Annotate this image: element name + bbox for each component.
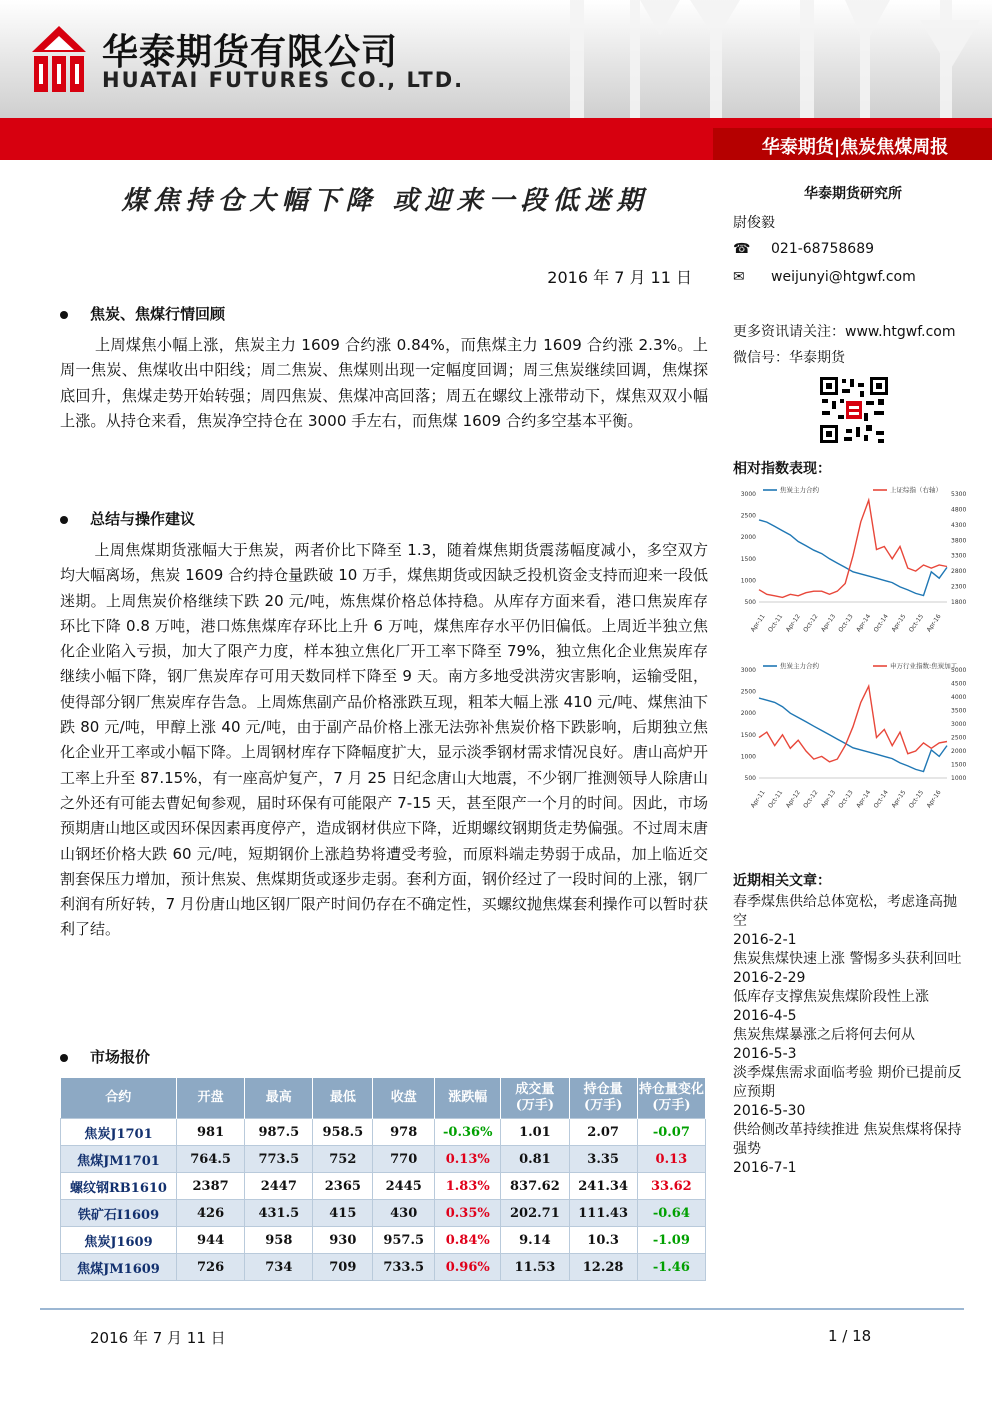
table-header-cell: 最高	[245, 1078, 313, 1119]
article-link[interactable]: 淡季煤焦需求面临考验 期价已提前反应预期	[733, 1065, 962, 1100]
table-cell: 1.83%	[435, 1173, 501, 1200]
x-tick-label: Oct-12	[802, 613, 820, 634]
x-tick-label: Apr-12	[784, 789, 802, 810]
table-cell: 0.84%	[435, 1227, 501, 1254]
article-date: 2016-4-5	[733, 1008, 797, 1024]
y-tick-label-left: 3000	[740, 491, 756, 498]
table-cell: 3.35	[569, 1146, 637, 1173]
contract-cell: 焦炭J1701	[61, 1119, 177, 1146]
header-decoration	[560, 0, 992, 118]
table-cell: -0.64	[637, 1200, 705, 1227]
table-row	[61, 1119, 706, 1146]
y-tick-label-left: 2500	[740, 688, 756, 696]
report-name: 华泰期货|焦炭焦煤周报	[761, 137, 949, 158]
contract-cell: 铁矿石I1609	[61, 1200, 177, 1227]
table-cell: 978	[373, 1119, 435, 1146]
table-cell: 2447	[245, 1173, 313, 1200]
table-cell: 764.5	[176, 1146, 244, 1173]
article-link[interactable]: 焦炭焦煤快速上涨 警惕多头获利回吐	[733, 951, 962, 967]
x-tick-label: Apr-15	[890, 613, 908, 634]
section-heading-text: 总结与操作建议	[90, 510, 196, 528]
articles-heading: 近期相关文章：	[733, 873, 831, 889]
institute-name: 华泰期货研究所	[804, 186, 902, 202]
y-tick-label-right: 2300	[951, 583, 967, 591]
contract-cell: 焦煤JM1701	[61, 1146, 177, 1173]
table-cell: 957.5	[373, 1227, 435, 1254]
table-cell: 426	[176, 1200, 244, 1227]
legend-label: 焦炭主力合约	[780, 486, 819, 494]
x-tick-label: Oct-14	[872, 789, 890, 810]
table-cell: 773.5	[245, 1146, 313, 1173]
bullet-icon	[60, 311, 68, 319]
y-tick-label-right: 2800	[951, 568, 967, 576]
table-cell: 981	[176, 1119, 244, 1146]
table-cell: -1.09	[637, 1227, 705, 1254]
y-tick-label-left: 2000	[740, 710, 756, 718]
table-cell: 752	[313, 1146, 373, 1173]
table-cell: 770	[373, 1146, 435, 1173]
table-header-cell: 收盘	[373, 1078, 435, 1119]
table-cell: 11.53	[501, 1254, 569, 1281]
x-tick-label: Oct-13	[837, 789, 855, 810]
series-line-1	[759, 500, 947, 597]
chart-2	[733, 660, 973, 820]
y-tick-label-right: 1000	[951, 775, 967, 782]
page-number: 1 / 18	[828, 1327, 872, 1345]
market-quote-table	[60, 1078, 706, 1281]
y-tick-label-left: 500	[744, 599, 756, 606]
x-tick-label: Oct-14	[872, 613, 890, 634]
x-tick-label: Apr-15	[890, 789, 908, 810]
x-tick-label: Apr-14	[855, 789, 873, 810]
company-logo	[30, 24, 88, 94]
table-header-cell: 持仓量 (万手)	[569, 1078, 637, 1119]
table-cell: 2387	[176, 1173, 244, 1200]
legend-label: 申万行业指数:焦炭加工	[890, 662, 958, 670]
table-cell: 0.96%	[435, 1254, 501, 1281]
wechat-id: 微信号：华泰期货	[733, 350, 845, 366]
y-tick-label-right: 2000	[951, 748, 967, 755]
footer-divider	[40, 1308, 964, 1310]
article-link[interactable]: 供给侧改革持续推进 焦炭焦煤将保持强势	[733, 1122, 962, 1157]
email-address[interactable]: weijunyi@htgwf.com	[771, 269, 916, 285]
table-cell: 2445	[373, 1173, 435, 1200]
table-cell: 430	[373, 1200, 435, 1227]
table-cell: 1.01	[501, 1119, 569, 1146]
table-header-cell: 成交量 (万手)	[501, 1078, 569, 1119]
y-tick-label-right: 5300	[951, 491, 967, 498]
contract-cell: 焦煤JM1609	[61, 1254, 177, 1281]
y-tick-label-right: 3800	[951, 537, 967, 545]
table-header-cell: 最低	[313, 1078, 373, 1119]
x-tick-label: Apr-12	[784, 613, 802, 634]
table-cell: -0.07	[637, 1119, 705, 1146]
company-name-cn: 华泰期货有限公司	[102, 32, 399, 73]
table-cell: 930	[313, 1227, 373, 1254]
y-tick-label-left: 1500	[740, 731, 756, 739]
table-cell: 2365	[313, 1173, 373, 1200]
contract-cell: 螺纹钢RB1610	[61, 1173, 177, 1200]
review-text: 上周煤焦小幅上涨，焦炭主力 1609 合约涨 0.84%，而焦煤主力 1609 合约涨 2.3%。上周一焦炭、焦煤收出中阳线；周二焦炭、焦煤则出现一定幅度回调；周三焦炭继续回调，焦煤探底回升，焦煤走势开始转强；周四焦炭、焦煤冲高回落；周五在螺纹上涨带动下，煤焦双双小幅上涨。从持仓来看，焦炭净空持仓在 3000 手左右，而焦煤 1609 合约多空基本平衡。	[60, 336, 708, 430]
x-tick-label: Apr-11	[749, 613, 767, 634]
y-tick-label-left: 3000	[740, 667, 756, 674]
x-tick-label: Apr-13	[819, 613, 838, 634]
related-articles-list	[733, 893, 963, 1178]
y-tick-label-left: 1500	[740, 555, 756, 563]
table-body	[61, 1119, 706, 1281]
article-date: 2016-5-3	[733, 1046, 797, 1062]
y-tick-label-right: 1500	[951, 761, 967, 769]
table-row	[61, 1200, 706, 1227]
section-heading-summary	[60, 508, 195, 529]
table-cell: 202.71	[501, 1200, 569, 1227]
x-tick-label: Apr-11	[749, 789, 767, 810]
y-tick-label-right: 5000	[951, 667, 967, 674]
chart-1	[733, 484, 973, 644]
table-cell: 958	[245, 1227, 313, 1254]
y-tick-label-left: 2000	[740, 534, 756, 542]
article-link[interactable]: 焦炭焦煤暴涨之后将何去何从	[733, 1027, 915, 1043]
x-tick-label: Oct-11	[766, 613, 785, 634]
x-tick-label: Oct-15	[907, 613, 926, 634]
y-tick-label-right: 4000	[951, 694, 967, 701]
section-heading-text: 市场报价	[90, 1048, 151, 1066]
table-cell: 0.81	[501, 1146, 569, 1173]
contract-cell: 焦炭J1609	[61, 1227, 177, 1254]
table-row	[61, 1254, 706, 1281]
phone-icon: ☎	[733, 241, 751, 257]
phone-number: 021-68758689	[771, 241, 875, 257]
x-tick-label: Apr-14	[855, 613, 873, 634]
table-header-row	[61, 1078, 706, 1119]
y-tick-label-right: 3300	[951, 552, 967, 560]
table-header-cell: 开盘	[176, 1078, 244, 1119]
article-link[interactable]: 低库存支撑焦炭焦煤阶段性上涨	[733, 989, 929, 1005]
y-tick-label-right: 2500	[951, 734, 967, 742]
x-tick-label: Apr-13	[819, 789, 838, 810]
analyst-name: 尉俊毅	[733, 215, 775, 231]
table-cell: 431.5	[245, 1200, 313, 1227]
table-cell: 33.62	[637, 1173, 705, 1200]
more-info-link[interactable]: 更多资讯请关注：www.htgwf.com	[733, 324, 956, 340]
table-header-cell: 涨跌幅	[435, 1078, 501, 1119]
table-header-cell: 合约	[61, 1078, 177, 1119]
article-date: 2016-2-29	[733, 970, 806, 986]
review-paragraph	[60, 333, 708, 434]
y-tick-label-left: 2500	[740, 512, 756, 520]
section-heading-text: 焦炭、焦煤行情回顾	[90, 305, 226, 323]
email-row	[733, 269, 916, 285]
table-row	[61, 1146, 706, 1173]
table-cell: 12.28	[569, 1254, 637, 1281]
table-cell: 958.5	[313, 1119, 373, 1146]
article-date: 2016-5-30	[733, 1103, 806, 1119]
table-cell: 944	[176, 1227, 244, 1254]
summary-text: 上周焦煤期货涨幅大于焦炭，两者价比下降至 1.3，随着煤焦期货震荡幅度减小，多空双方均大幅离场，焦炭 1609 合约持仓量跌破 10 万手，煤焦期货或因缺乏投机资金支持而迎来一段低迷期。上周焦炭价格继续下跌 20 元/吨，炼焦煤价格总体持稳。从库存方面来看，港口焦炭库存环比下降 0.8 万吨，港口炼焦煤库存环比上升 6 万吨，煤焦库存水平仍旧偏低。上周近半独立焦化企业陷入亏损，加大了限产力度，样本独立焦化厂开工率下降至 79%，独立焦化企业焦炭库存继续小幅下降，钢厂焦炭库存可用天数同样下降至 9 天。南方多地受洪涝灾害影响，运输受阻，使得部分钢厂焦炭库存告急。上周炼焦副产品价格涨跌互现，粗苯大幅上涨 410 元/吨、煤焦油下跌 80 元/吨，甲醇上涨 40 元/吨，由于副产品价格上涨无法弥补焦炭价格下跌影响，后期独立焦化企业开工率或小幅下降。上周钢材库存下降幅度扩大，显示淡季钢材需求情况良好。唐山高炉开工率上升至 87.15%，有一座高炉复产，7 月 25 日纪念唐山大地震，不少钢厂推测领导人除唐山之外还有可能去曹妃甸参观，届时环保有可能限产 7-15 天，甚至限产一个月的时间。因此，市场预期唐山地区或因环保因素再度停产，造成钢材供应下降，近期螺纹钢期货走势偏强。不过周末唐山钢坯价格大跌 60 元/吨，短期钢价上涨趋势将遭受考验，而原料端走势弱于成品，加上临近交割套保压力增加，预计焦炭、焦煤期货或逐步走弱。套利方面，钢价经过了一段时间的上涨，钢厂利润有所好转，7 月份唐山地区钢厂限产时间仍存在不确定性，买螺纹抛焦煤套利操作可以暂时获利了结。	[60, 541, 708, 939]
x-tick-label: Oct-12	[802, 789, 820, 810]
y-tick-label-left: 1000	[740, 753, 756, 761]
table-cell: -1.46	[637, 1254, 705, 1281]
summary-paragraph	[60, 538, 708, 943]
company-name-en: HUATAI FUTURES CO., LTD.	[102, 68, 465, 92]
y-tick-label-right: 4800	[951, 506, 967, 514]
table-cell: 837.62	[501, 1173, 569, 1200]
legend-label: 上证综指（右轴）	[890, 486, 942, 494]
y-tick-label-left: 1000	[740, 577, 756, 585]
table-cell: 0.35%	[435, 1200, 501, 1227]
article-date: 2016-7-1	[733, 1160, 797, 1176]
y-tick-label-right: 3500	[951, 707, 967, 715]
y-tick-label-left: 500	[744, 775, 756, 782]
table-cell: 111.43	[569, 1200, 637, 1227]
x-tick-label: Oct-15	[907, 789, 926, 810]
x-tick-label: Apr-16	[925, 613, 943, 634]
chart-1-svg	[733, 484, 973, 644]
table-cell: -0.36%	[435, 1119, 501, 1146]
x-tick-label: Apr-16	[925, 789, 943, 810]
table-cell: 709	[313, 1254, 373, 1281]
table-cell: 733.5	[373, 1254, 435, 1281]
table-cell: 0.13	[637, 1146, 705, 1173]
x-tick-label: Oct-11	[766, 789, 785, 810]
y-tick-label-right: 4500	[951, 680, 967, 688]
table-cell: 9.14	[501, 1227, 569, 1254]
table-cell: 726	[176, 1254, 244, 1281]
report-date: 2016 年 7 月 11 日	[547, 268, 692, 287]
phone-row	[733, 241, 874, 257]
y-tick-label-right: 3000	[951, 721, 967, 728]
email-icon: ✉	[733, 269, 745, 285]
bullet-icon	[60, 1054, 68, 1062]
table-row	[61, 1227, 706, 1254]
series-line-0	[759, 698, 947, 771]
report-title: 煤焦持仓大幅下降 或迎来一段低迷期	[121, 186, 649, 216]
table-row	[61, 1173, 706, 1200]
qr-code-icon	[818, 375, 890, 445]
table-header-cell: 持仓量变化 (万手)	[637, 1078, 705, 1119]
table-cell: 987.5	[245, 1119, 313, 1146]
legend-label: 焦炭主力合约	[780, 662, 819, 670]
footer-date: 2016 年 7 月 11 日	[90, 1329, 226, 1347]
y-tick-label-right: 4300	[951, 521, 967, 529]
table-cell: 734	[245, 1254, 313, 1281]
table-cell: 241.34	[569, 1173, 637, 1200]
x-tick-label: Oct-13	[837, 613, 855, 634]
y-tick-label-right: 1800	[951, 599, 967, 606]
table-cell: 2.07	[569, 1119, 637, 1146]
chart-2-svg	[733, 660, 973, 820]
bullet-icon	[60, 516, 68, 524]
table-cell: 415	[313, 1200, 373, 1227]
article-date: 2016-2-1	[733, 932, 797, 948]
section-heading-review	[60, 303, 225, 324]
article-link[interactable]: 春季煤焦供给总体宽松，考虑逢高抛空	[733, 894, 957, 929]
table-cell: 0.13%	[435, 1146, 501, 1173]
table-cell: 10.3	[569, 1227, 637, 1254]
series-line-1	[759, 686, 947, 762]
chart-heading: 相对指数表现：	[733, 461, 831, 477]
section-heading-quotes	[60, 1046, 150, 1067]
